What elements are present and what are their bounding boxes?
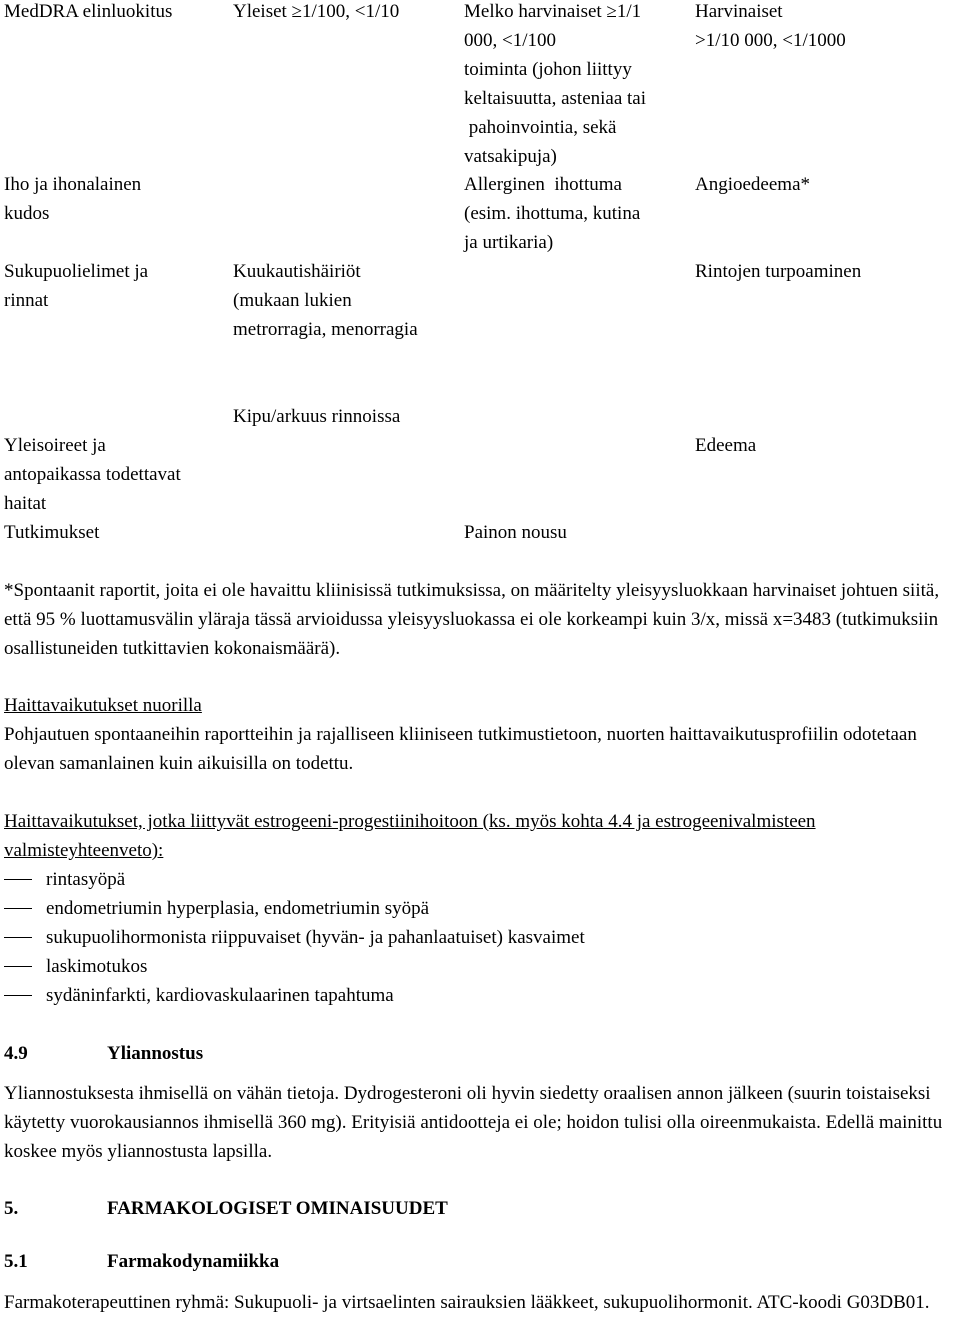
section-4-9-number: 4.9 [4, 1043, 28, 1064]
estrogen-heading [4, 807, 949, 865]
header-rare [695, 0, 846, 55]
header-organ-class [4, 0, 172, 26]
section-4-9-text: Yliannostuksesta ihmisellä on vähän tietoja. Dydrogesteroni oli hyvin siedetty oraalisen annon jälkeen (suurin toistaiseksi käytetty vuorokausiannos ihmisellä 360 mg). Erityisiä antidootteja ei ole; hoidon tulisi olla oireenmukaista. Edellä mainittu koskee myös yliannostusta lapsilla. [4, 1083, 943, 1162]
cell-line: antopaikassa todettavat [4, 464, 181, 485]
cell-line: (esim. ihottuma, kutina [464, 203, 641, 224]
row-reproductive-organ [4, 257, 148, 315]
dash-bullet-icon [4, 908, 32, 909]
section-5-number: 5. [4, 1198, 19, 1219]
youth-section [4, 691, 949, 778]
youth-heading: Haittavaikutukset nuorilla [4, 695, 202, 716]
header-line: 000, <1/100 [464, 30, 556, 51]
cell-line: Kipu/arkuus rinnoissa [233, 406, 401, 427]
header-line: toiminta (johon liittyy [464, 59, 632, 80]
row-reproductive-rare [695, 257, 861, 286]
cell-line: Edeema [695, 435, 757, 456]
row-reproductive-common-2 [233, 402, 400, 431]
cell-line: rinnat [4, 290, 49, 311]
header-line: Harvinaiset [695, 1, 783, 22]
cell-line: Yleisoireet ja [4, 435, 106, 456]
footnote: *Spontaanit raportit, joita ei ole havaittu kliinisissä tutkimuksissa, on määritelty yleisyysluokkaan harvinaiset johtuen siitä, että 95 % luottamusvälin yläraja tässä arvioidussa yleisyysluokassa ei ole korkeampi kuin 3/x, missä x=3483 (tutkimuksiin osallistuneiden tutkittavien kokonaismäärä). [4, 580, 940, 659]
list-item-text: endometriumin hyperplasia, endometriumin syöpä [46, 898, 430, 919]
section-5-1-title: Farmakodynamiikka [107, 1251, 280, 1272]
list-item-text: laskimotukos [46, 956, 148, 977]
cell-line: Tutkimukset [4, 522, 100, 543]
section-5-1-number: 5.1 [4, 1251, 28, 1272]
cell-line: Kuukautishäiriöt [233, 261, 361, 282]
header-line: pahoinvointia, sekä [464, 117, 617, 138]
row-general-organ [4, 431, 181, 518]
cell-line: Rintojen turpoaminen [695, 261, 862, 282]
dash-bullet-icon [4, 879, 32, 880]
row-investigations-organ [4, 518, 99, 547]
list-item-text: rintasyöpä [46, 869, 126, 890]
section-4-9-title: Yliannostus [107, 1043, 204, 1064]
cell-line: ja urtikaria) [464, 232, 554, 253]
header-line: MedDRA elinluokitus [4, 1, 173, 22]
dash-bullet-icon [4, 937, 32, 938]
section-5-title: FARMAKOLOGISET OMINAISUUDET [107, 1198, 448, 1219]
header-line: Melko harvinaiset ≥1/1 [464, 1, 642, 22]
youth-text: Pohjautuen spontaaneihin raportteihin ja rajalliseen kliiniseen tutkimustietoon, nuorten haittavaikutusprofiilin odotetaan olevan samanlainen kuin aikuisilla on todettu. [4, 724, 917, 774]
cell-line: (mukaan lukien [233, 290, 352, 311]
cell-line: Painon nousu [464, 522, 567, 543]
section-5-1-text: Farmakoterapeuttinen ryhmä: Sukupuoli- ja virtsaelinten sairauksien lääkkeet, sukupuolihormonit. ATC-koodi G03DB01. [4, 1292, 930, 1313]
cell-line: metrorragia, menorragia [233, 319, 418, 340]
estrogen-heading-text: Haittavaikutukset, jotka liittyvät estrogeeni-progestiinihoitoon (ks. myös kohta 4.4 ja estrogeenivalmisteen valmisteyhteenveto): [4, 811, 816, 861]
list-item-text: sydäninfarkti, kardiovaskulaarinen tapahtuma [46, 985, 394, 1006]
cell-line: kudos [4, 203, 50, 224]
row-reproductive-common [233, 257, 418, 344]
list-item-text: sukupuolihormonista riippuvaiset (hyvän- ja pahanlaatuiset) kasvaimet [46, 927, 585, 948]
header-line: keltaisuutta, asteniaa tai [464, 88, 647, 109]
row-skin-rare [695, 170, 810, 199]
header-line: >1/10 000, <1/1000 [695, 30, 846, 51]
row-skin-organ [4, 170, 141, 228]
row-general-rare [695, 431, 756, 460]
cell-line: Allerginen ihottuma [464, 174, 622, 195]
row-skin-uncommon [464, 170, 640, 257]
cell-line: Iho ja ihonalainen [4, 174, 142, 195]
row-investigations-uncommon [464, 518, 567, 547]
header-common [233, 0, 399, 26]
dash-bullet-icon [4, 966, 32, 967]
header-uncommon [464, 0, 646, 171]
header-line: Yleiset ≥1/100, <1/10 [233, 1, 400, 22]
header-line: vatsakipuja) [464, 146, 557, 167]
cell-line: Sukupuolielimet ja [4, 261, 149, 282]
cell-line: Angioedeema* [695, 174, 811, 195]
cell-line: haitat [4, 493, 47, 514]
dash-bullet-icon [4, 995, 32, 996]
